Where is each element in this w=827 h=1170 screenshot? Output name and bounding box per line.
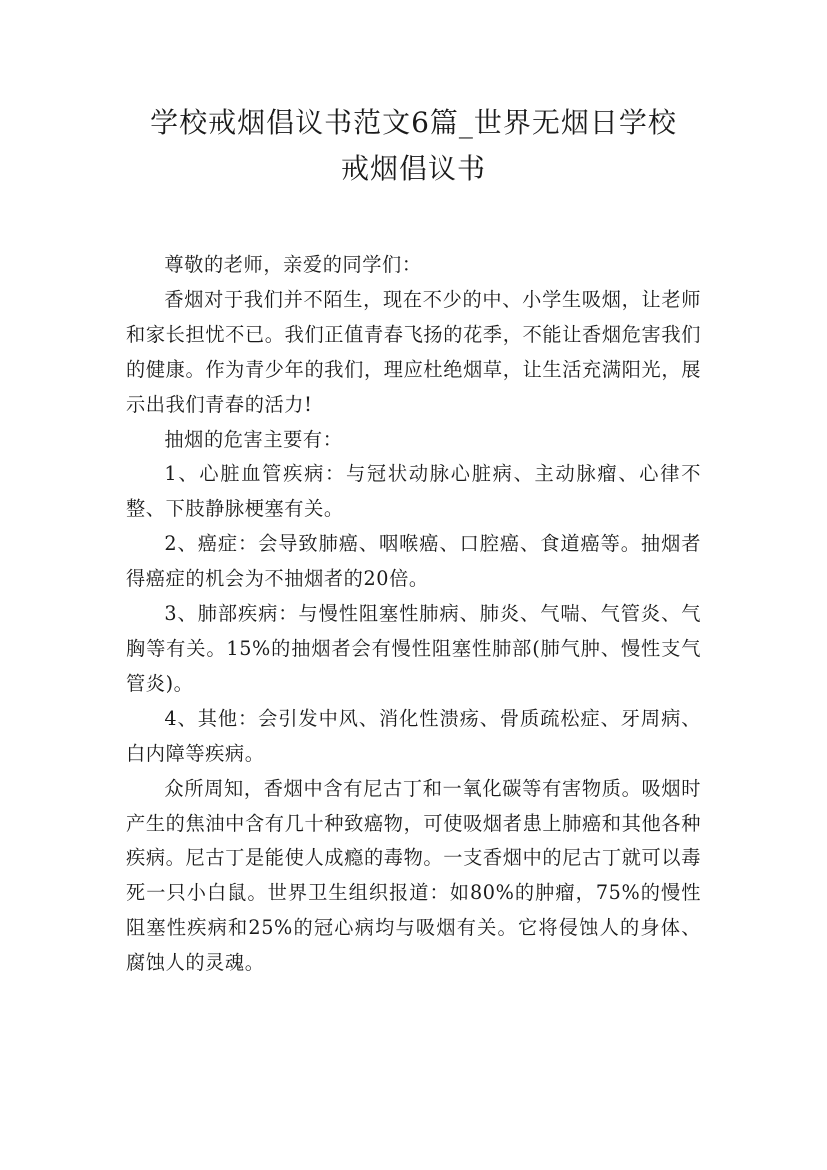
salutation: 尊敬的老师，亲爱的同学们： — [164, 253, 422, 276]
title-line-1: 学校戒烟倡议书范文6篇_世界无烟日学校 — [150, 106, 677, 139]
closing-paragraph: 众所周知，香烟中含有尼古丁和一氧化碳等有害物质。吸烟时产生的焦油中含有几十种致癌物，可使吸烟者患上肺癌和其他各种疾病。尼古丁是能使人成瘾的毒物。一支香烟中的尼古丁就可以毒死一只小白鼠。世界卫生组织报道：如80%的肿瘤，75%的慢性阻塞性疾病和25%的冠心病均与吸烟有关。它将侵蚀人的身体、腐蚀人的灵魂。 — [126, 776, 701, 975]
harm-item-2: 2、癌症：会导致肺癌、咽喉癌、口腔癌、食道癌等。抽烟者得癌症的机会为不抽烟者的20倍。 — [126, 532, 701, 591]
harms-heading: 抽烟的危害主要有： — [164, 427, 343, 451]
harm-item-1: 1、心脏血管疾病：与冠状动脉心脏病、主动脉瘤、心律不整、下肢静脉梗塞有关。 — [126, 462, 701, 521]
intro-paragraph: 香烟对于我们并不陌生，现在不少的中、小学生吸烟，让老师和家长担忧不已。我们正值青春飞扬的花季，不能让香烟危害我们的健康。作为青少年的我们，理应杜绝烟草，让生活充满阳光，展示出我们青春的活力! — [126, 287, 701, 416]
harm-item-3: 3、肺部疾病：与慢性阻塞性肺病、肺炎、气喘、气管炎、气胸等有关。15%的抽烟者会有慢性阻塞性肺部(肺气肿、慢性支气管炎)。 — [126, 602, 701, 695]
title-line-2: 戒烟倡议书 — [340, 152, 486, 185]
document-title — [126, 0, 701, 192]
document-body — [126, 248, 701, 981]
harm-item-4: 4、其他：会引发中风、消化性溃疡、骨质疏松症、牙周病、白内障等疾病。 — [126, 706, 701, 765]
